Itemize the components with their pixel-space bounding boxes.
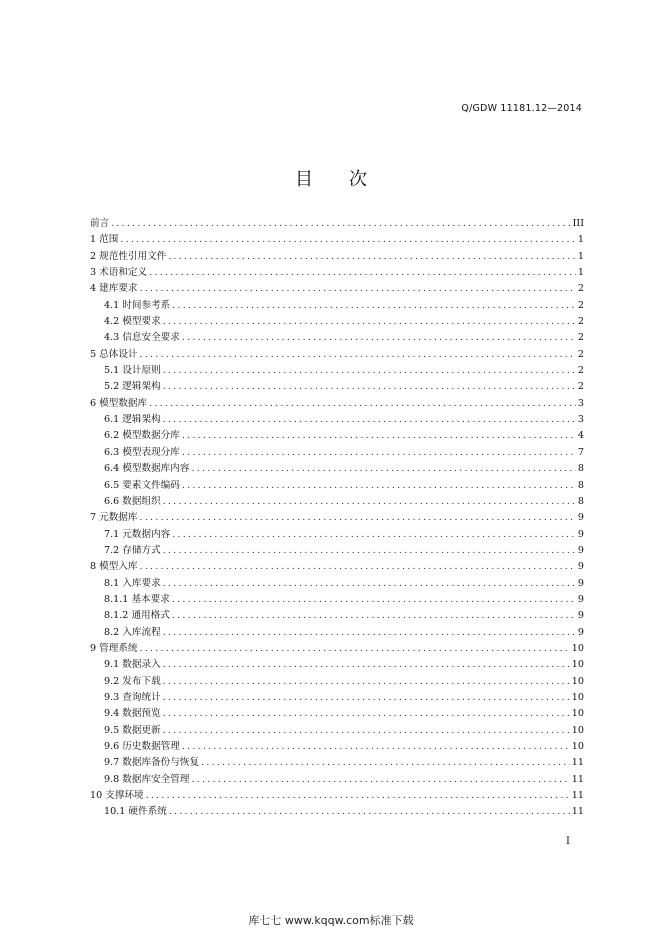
toc-entry-page: III	[572, 218, 584, 229]
toc-entry[interactable]	[90, 494, 584, 510]
toc-entry-label: 10 支撑环境	[90, 790, 144, 802]
toc-entry[interactable]	[90, 461, 584, 477]
toc-leader-dots	[140, 641, 570, 657]
toc-entry-page: 9	[577, 610, 584, 622]
toc-entry-page: 9	[577, 593, 584, 605]
toc-leader-dots	[111, 216, 570, 232]
toc-entry-label: 8.2 入库流程	[104, 626, 161, 638]
toc-entry-page: 11	[571, 806, 584, 818]
toc-entry[interactable]	[90, 445, 584, 461]
toc-entry[interactable]	[90, 641, 584, 657]
toc-entry-label: 9.2 发布下载	[104, 675, 161, 687]
toc-entry-page: 3	[577, 397, 584, 409]
toc-entry[interactable]	[90, 706, 584, 722]
toc-entry-page: 10	[571, 659, 584, 671]
document-code: Q/GDW 11181.12—2014	[461, 103, 582, 114]
toc-leader-dots	[172, 592, 576, 608]
toc-entry[interactable]	[90, 379, 584, 395]
toc-title-part1: 目	[295, 169, 313, 190]
toc-leader-dots	[163, 657, 570, 673]
toc-entry-label: 6.2 模型数据分库	[104, 430, 180, 442]
toc-entry[interactable]	[90, 265, 584, 281]
toc-entry[interactable]	[90, 510, 584, 526]
toc-title-part2: 次	[349, 169, 367, 190]
toc-entry[interactable]	[90, 625, 584, 641]
toc-leader-dots	[191, 461, 575, 477]
toc-leader-dots	[163, 412, 576, 428]
toc-entry[interactable]	[90, 739, 584, 755]
toc-leader-dots	[163, 674, 570, 690]
toc-entry-page: 2	[577, 332, 584, 344]
toc-leader-dots	[140, 281, 576, 297]
toc-entry-page: 8	[577, 479, 584, 491]
toc-leader-dots	[172, 298, 576, 314]
toc-entry[interactable]	[90, 412, 584, 428]
toc-entry-page: 9	[577, 626, 584, 638]
toc-entry-label: 9.5 数据更新	[104, 724, 161, 736]
toc-entry-page: 1	[577, 250, 584, 262]
toc-entry-page: 10	[571, 741, 584, 752]
toc-entry-label: 7.1 元数据内容	[104, 528, 171, 540]
toc-entry[interactable]	[90, 216, 584, 232]
toc-entry-page: 8	[577, 495, 584, 507]
toc-entry-page: 8	[577, 463, 584, 475]
toc-leader-dots	[182, 428, 576, 444]
toc-leader-dots	[146, 788, 570, 804]
toc-leader-dots	[163, 379, 576, 395]
toc-entry-page: 9	[577, 544, 584, 556]
toc-entry-label: 5.2 逻辑架构	[104, 381, 161, 393]
toc-entry-label: 9 管理系统	[90, 642, 138, 654]
toc-entry-label: 9.6 历史数据管理	[104, 741, 180, 752]
toc-entry-page: 9	[577, 577, 584, 589]
toc-entry-label: 5.1 设计原则	[104, 365, 161, 377]
toc-entry[interactable]	[90, 559, 584, 575]
toc-entry-page: 1	[577, 234, 584, 246]
toc-entry[interactable]	[90, 478, 584, 494]
toc-entry-page: 10	[571, 724, 584, 736]
toc-leader-dots	[201, 755, 570, 771]
toc-entry-label: 6 模型数据库	[90, 397, 148, 409]
toc-leader-dots	[182, 478, 576, 494]
toc-entry-page: 10	[571, 708, 584, 720]
toc-entry-label: 9.3 查询统计	[104, 691, 161, 703]
toc-entry[interactable]	[90, 428, 584, 444]
toc-entry-page: 11	[571, 773, 584, 785]
toc-entry[interactable]	[90, 755, 584, 771]
toc-entry[interactable]	[90, 576, 584, 592]
toc-leader-dots	[168, 249, 576, 265]
toc-entry-label: 6.3 模型表现分库	[104, 446, 180, 458]
toc-entry-label: 8.1.2 通用格式	[104, 610, 170, 622]
toc-entry-label: 8.1.1 基本要求	[104, 593, 170, 605]
toc-entry-label: 8 模型入库	[90, 561, 138, 573]
toc-entry[interactable]	[90, 657, 584, 673]
toc-leader-dots	[140, 347, 576, 363]
toc-entry[interactable]	[90, 527, 584, 543]
toc-entry-label: 7 元数据库	[90, 512, 138, 524]
toc-entry-label: 4.1 时间参考系	[104, 299, 171, 311]
toc-entry-page: 2	[577, 299, 584, 311]
toc-leader-dots	[172, 527, 576, 543]
footer-watermark: 库七七 www.kqqw.com标准下载	[248, 914, 414, 927]
toc-leader-dots	[163, 690, 570, 706]
toc-entry[interactable]	[90, 232, 584, 248]
toc-entry-page: 9	[577, 512, 584, 524]
toc-entry-page: 1	[577, 267, 584, 279]
toc-leader-dots	[169, 804, 570, 820]
toc-entry-page: 11	[571, 790, 584, 802]
toc-leader-dots	[191, 772, 569, 788]
toc-entry[interactable]	[90, 396, 584, 412]
toc-entry-page: 11	[571, 757, 584, 769]
toc-entry-page: 9	[577, 528, 584, 540]
toc-leader-dots	[149, 265, 576, 281]
toc-entry-label: 1 范围	[90, 234, 119, 246]
toc-entry[interactable]	[90, 347, 584, 363]
toc-entry-label: 3 术语和定义	[90, 267, 148, 279]
toc-leader-dots	[172, 608, 576, 624]
toc-leader-dots	[140, 510, 576, 526]
toc-entry-label: 6.4 模型数据库内容	[104, 463, 190, 475]
toc-title	[0, 165, 662, 191]
toc-entry[interactable]	[90, 674, 584, 690]
toc-entry-label: 前言	[90, 218, 110, 229]
toc-entry-label: 4.3 信息安全要求	[104, 332, 180, 344]
toc-entry[interactable]	[90, 723, 584, 739]
toc-entry-page: 10	[571, 642, 584, 654]
toc-entry-label: 9.8 数据库安全管理	[104, 773, 190, 785]
toc-entry-label: 4 建库要求	[90, 283, 138, 295]
toc-entry[interactable]	[90, 330, 584, 346]
toc-leader-dots	[182, 739, 570, 755]
toc-entry[interactable]	[90, 690, 584, 706]
toc-entry-label: 6.6 数据组织	[104, 495, 161, 507]
toc-leader-dots	[163, 494, 576, 510]
toc-entry-label: 4.2 模型要求	[104, 316, 161, 328]
toc-leader-dots	[140, 559, 576, 575]
toc-entry-page: 2	[577, 316, 584, 328]
toc-entry-page: 4	[577, 430, 584, 442]
toc-leader-dots	[149, 396, 576, 412]
toc-entry-page: 10	[571, 675, 584, 687]
toc-entry-label: 9.1 数据录入	[104, 659, 161, 671]
toc-entry[interactable]	[90, 281, 584, 297]
toc-leader-dots	[163, 625, 576, 641]
toc-leader-dots	[163, 543, 576, 559]
toc-entry-label: 9.4 数据预览	[104, 708, 161, 720]
toc-entry-page: 9	[577, 561, 584, 573]
toc-entry[interactable]	[90, 804, 584, 820]
toc-entry[interactable]	[90, 314, 584, 330]
toc-entry-page: 3	[577, 414, 584, 426]
toc-entry-label: 6.5 要素文件编码	[104, 479, 180, 491]
toc-leader-dots	[163, 314, 576, 330]
toc-entry-label: 7.2 存储方式	[104, 544, 161, 556]
toc-entry[interactable]	[90, 363, 584, 379]
toc-entry-page: 2	[577, 348, 584, 360]
toc-entry-page: 7	[577, 446, 584, 458]
toc-entry[interactable]	[90, 298, 584, 314]
toc-leader-dots	[163, 576, 576, 592]
toc-entry-page: 2	[577, 381, 584, 393]
toc-entry[interactable]	[90, 788, 584, 804]
toc-entry-label: 2 规范性引用文件	[90, 250, 167, 262]
toc-entry-page: 10	[571, 691, 584, 703]
toc-entry[interactable]	[90, 772, 584, 788]
toc-entry[interactable]	[90, 608, 584, 624]
toc-entry-label: 9.7 数据库备份与恢复	[104, 757, 200, 769]
toc-entry[interactable]	[90, 543, 584, 559]
toc-entry[interactable]	[90, 249, 584, 265]
toc-leader-dots	[120, 232, 576, 248]
page-number: I	[566, 836, 570, 847]
table-of-contents	[90, 216, 584, 821]
toc-leader-dots	[163, 723, 570, 739]
toc-entry-label: 8.1 入库要求	[104, 577, 161, 589]
toc-leader-dots	[163, 706, 570, 722]
toc-entry[interactable]	[90, 592, 584, 608]
toc-leader-dots	[182, 445, 576, 461]
toc-entry-page: 2	[577, 365, 584, 377]
toc-entry-label: 5 总体设计	[90, 348, 138, 360]
toc-entry-label: 6.1 逻辑架构	[104, 414, 161, 426]
toc-entry-page: 2	[577, 283, 584, 295]
toc-entry-label: 10.1 硬件系统	[104, 806, 167, 818]
toc-leader-dots	[182, 330, 576, 346]
toc-leader-dots	[163, 363, 576, 379]
